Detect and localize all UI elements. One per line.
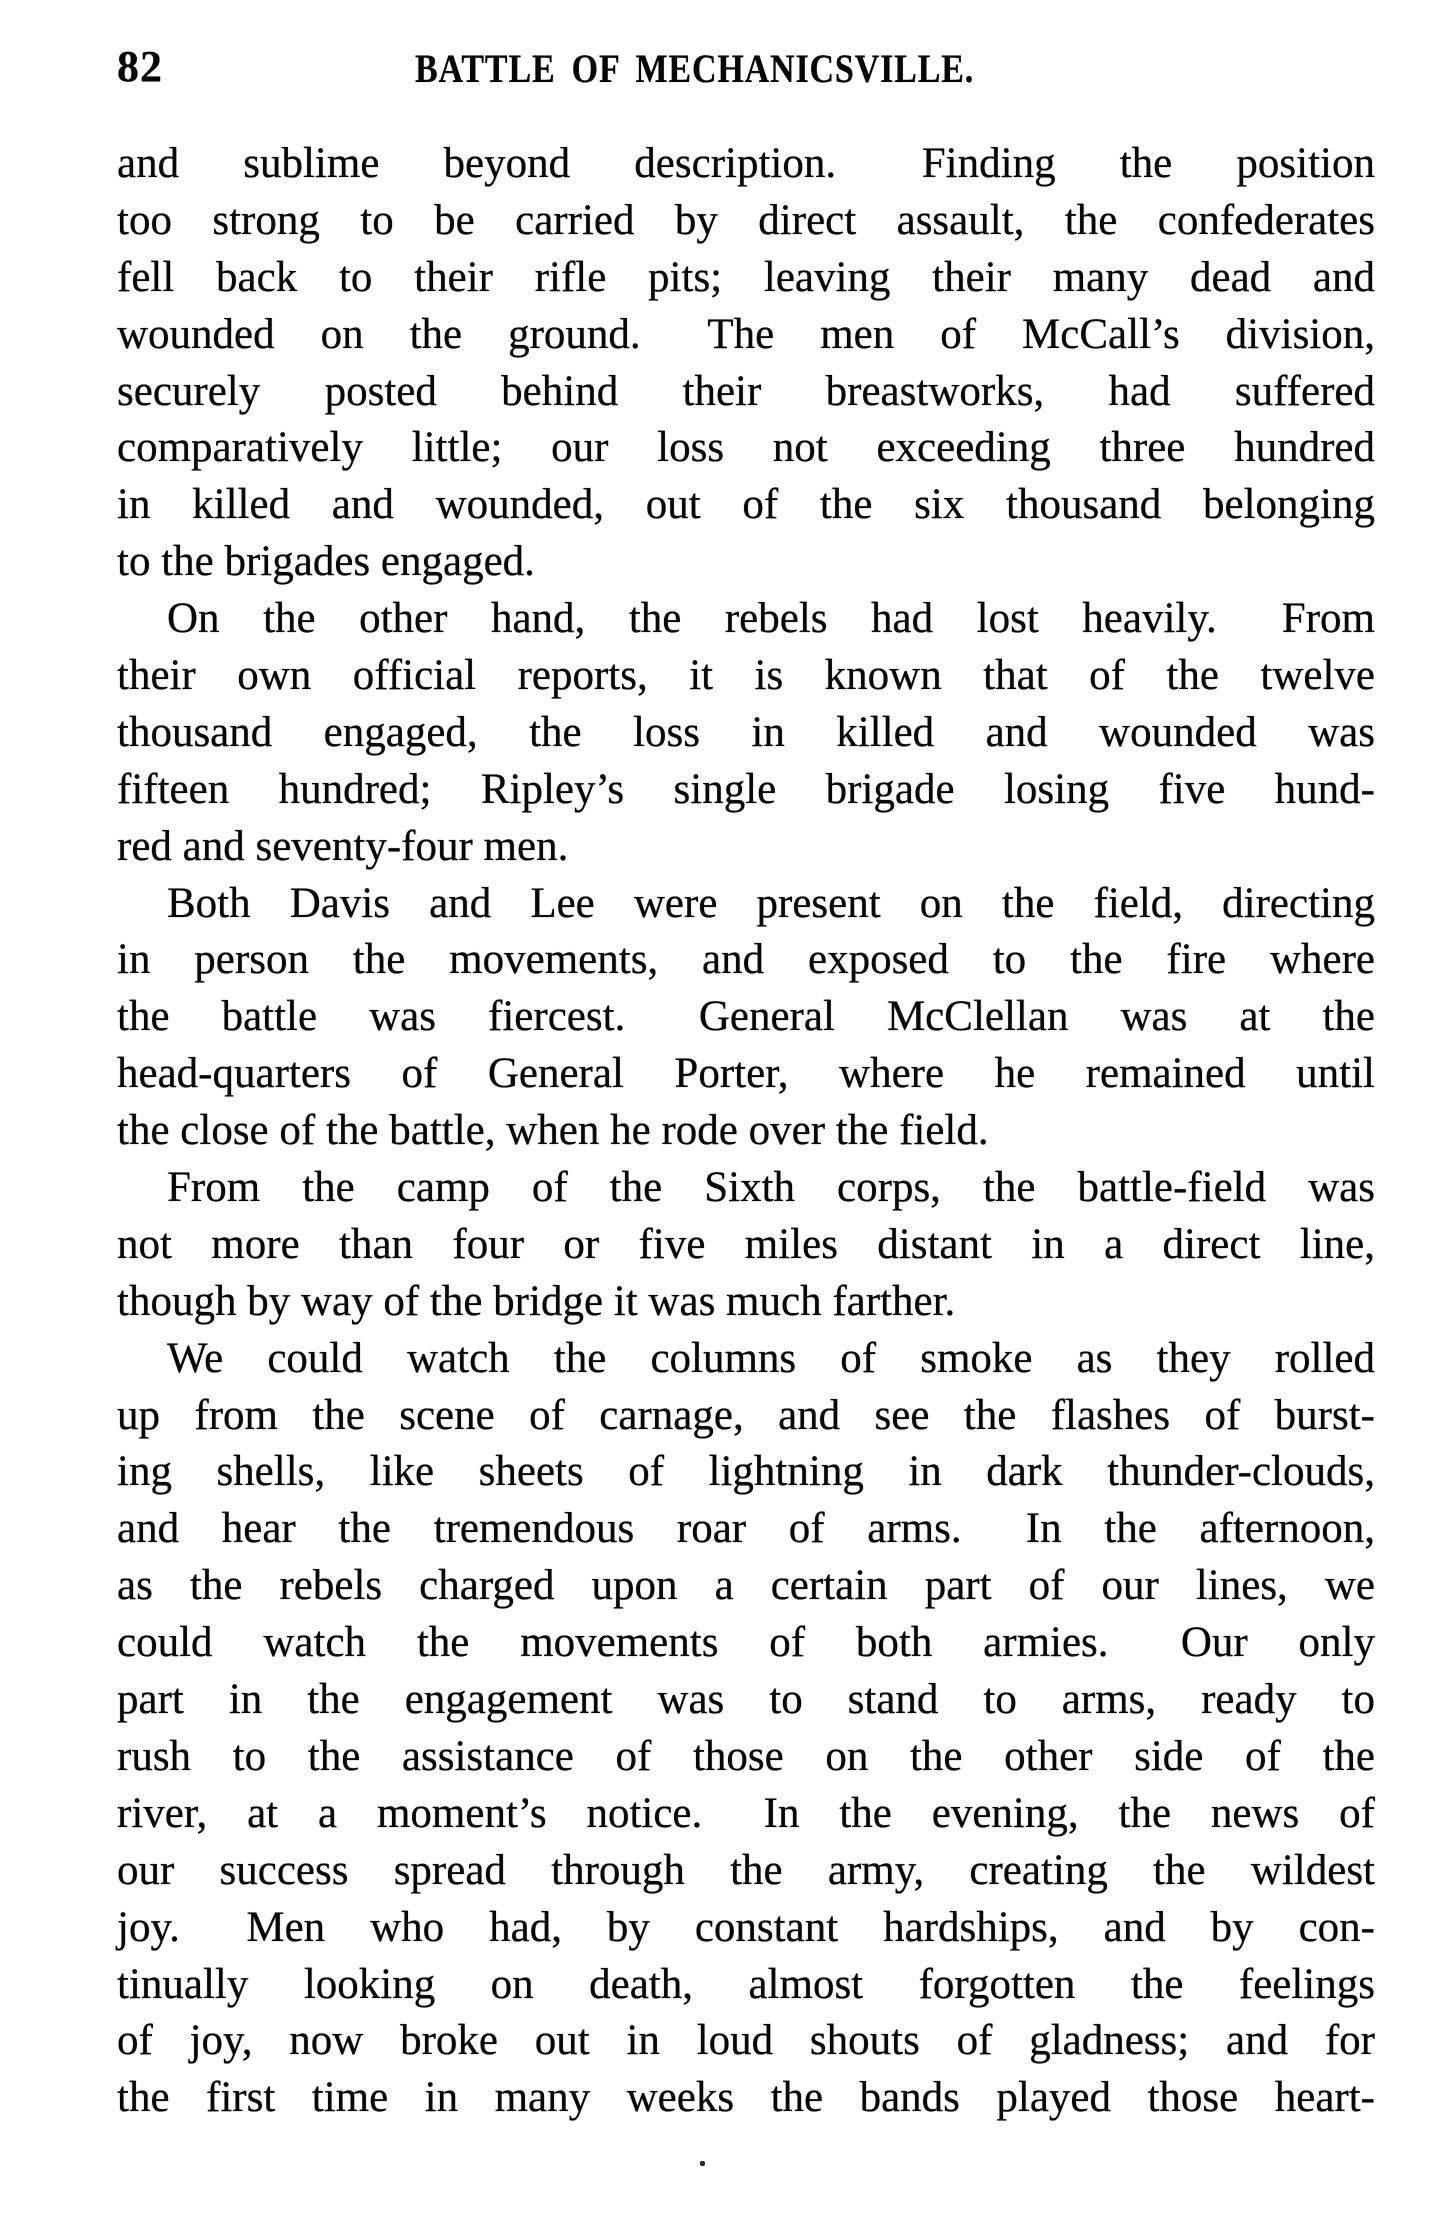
paragraph xyxy=(117,876,1375,1160)
text-line: too strong to be carried by direct assault, the confederates xyxy=(117,196,1375,244)
text-line: Both Davis and Lee were present on the field, directing xyxy=(167,879,1375,927)
text-line: river, at a moment’s notice. In the evening, the news of xyxy=(117,1789,1375,1837)
text-line: though by way of the bridge it was much farther. xyxy=(117,1277,956,1325)
text-line: as the rebels charged upon a certain part of our lines, we xyxy=(117,1562,1375,1610)
text-line: in person the movements, and exposed to the fire where xyxy=(117,936,1375,984)
body-text xyxy=(117,136,1375,2127)
text-line: part in the engagement was to stand to arms, ready to xyxy=(117,1676,1375,1724)
text-line: wounded on the ground. The men of McCall’s division, xyxy=(117,310,1375,358)
paragraph xyxy=(117,1160,1375,1331)
running-title: BATTLE OF MECHANICSVILLE. xyxy=(415,46,975,91)
text-line: rush to the assistance of those on the other side of the xyxy=(117,1732,1375,1780)
text-line: tinually looking on death, almost forgotten the feelings xyxy=(117,1960,1375,2008)
text-line: fifteen hundred; Ripley’s single brigade losing five hund- xyxy=(117,765,1375,813)
text-line: the first time in many weeks the bands played those heart- xyxy=(117,2074,1375,2122)
text-line: in killed and wounded, out of the six thousand belonging xyxy=(117,481,1375,529)
text-line: up from the scene of carnage, and see the flashes of burst- xyxy=(117,1391,1375,1439)
text-line: We could watch the columns of smoke as they rolled xyxy=(167,1334,1375,1382)
text-line: joy. Men who had, by constant hardships, and by con- xyxy=(117,1903,1375,1951)
text-line: their own official reports, it is known that of the twelve xyxy=(117,652,1375,700)
text-line: our success spread through the army, creating the wildest xyxy=(117,1846,1375,1894)
text-line: head-quarters of General Porter, where he remained until xyxy=(117,1050,1375,1098)
text-line: securely posted behind their breastworks, had suffered xyxy=(117,367,1375,415)
paragraph xyxy=(117,1331,1375,2127)
scan-speck xyxy=(700,2161,705,2166)
text-line: red and seventy-four men. xyxy=(117,822,569,870)
text-line: ing shells, like sheets of lightning in dark thunder-clouds, xyxy=(117,1448,1375,1496)
page-number: 82 xyxy=(117,42,163,91)
text-line: From the camp of the Sixth corps, the battle-field was xyxy=(167,1164,1375,1212)
text-line: not more than four or five miles distant in a direct line, xyxy=(117,1220,1375,1268)
text-line: could watch the movements of both armies. Our only xyxy=(117,1619,1375,1667)
text-line: to the brigades engaged. xyxy=(117,538,535,586)
text-line: the close of the battle, when he rode over the field. xyxy=(117,1107,989,1155)
text-line: thousand engaged, the loss in killed and wounded was xyxy=(117,708,1375,756)
text-line: and sublime beyond description. Finding the position xyxy=(117,140,1375,187)
paragraph xyxy=(117,591,1375,875)
text-line: of joy, now broke out in loud shouts of gladness; and for xyxy=(117,2017,1375,2065)
text-line: fell back to their rifle pits; leaving their many dead and xyxy=(117,253,1375,301)
text-line: comparatively little; our loss not exceeding three hundred xyxy=(117,424,1375,472)
paragraph xyxy=(117,136,1375,591)
text-line: On the other hand, the rebels had lost heavily. From xyxy=(167,595,1375,643)
text-line: and hear the tremendous roar of arms. In the afternoon, xyxy=(117,1505,1375,1553)
text-line: the battle was fiercest. General McClellan was at the xyxy=(117,993,1375,1041)
